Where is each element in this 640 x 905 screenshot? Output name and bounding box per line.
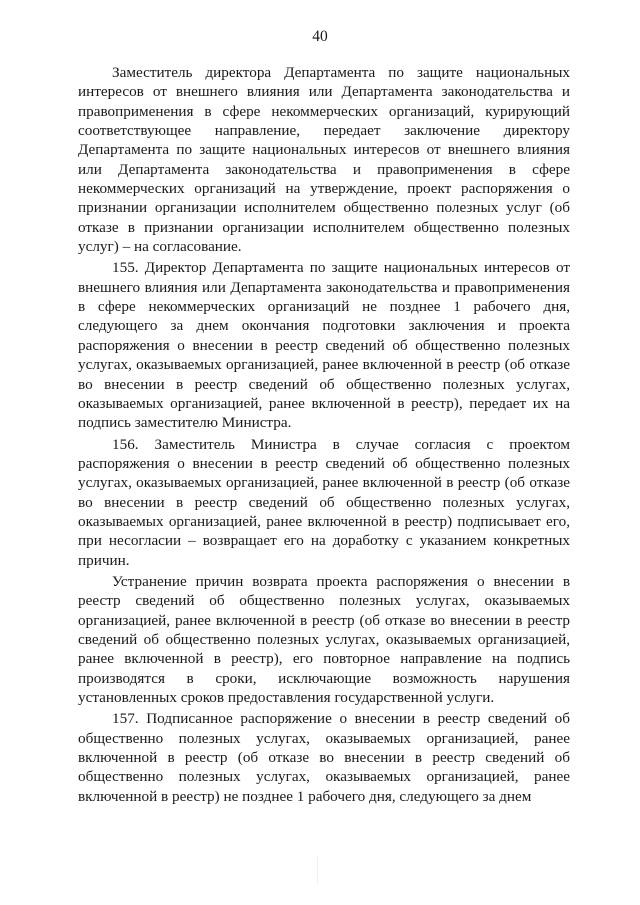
- paragraph-deputy-director: Заместитель директора Департамента по защите национальных интересов от внешнего влияния или Департамента законодательства и правоприменения в сфере некоммерческих организаций, курирующий соответствующее направление, передает заключение директору Департамента по защите национальных интересов от внешнего влияния или Департамента законодательства и правоприменения в сфере некоммерческих организаций на утверждение, проект распоряжения о признании организации исполнителем общественно полезных услуг (об отказе в признании организации исполнителем общественно полезных услуг) – на согласование.: [78, 64, 570, 256]
- document-body: [78, 63, 570, 808]
- page-number: 40: [312, 28, 328, 45]
- paragraph-157: 157. Подписанное распоряжение о внесении в реестр сведений об общественно полезных услугах, оказываемых организацией, ранее включенной в реестр (об отказе во внесении в реестр сведений об общественно полезных услугах, оказываемых организацией, ранее включенной в реестр) не позднее 1 рабочего дня, следующего за днем: [78, 710, 570, 805]
- paragraph-return-elimination: Устранение причин возврата проекта распоряжения о внесении в реестр сведений об общественно полезных услугах, оказываемых организацией, ранее включенной в реестр (об отказе во внесении в реестр сведений об общественно полезных услугах, оказываемых организацией, ранее включенной в реестр), его повторное направление на подпись производятся в сроки, исключающие возможность нарушения установленных сроков предоставления государственной услуги.: [78, 572, 570, 706]
- paragraph-155: 155. Директор Департамента по защите национальных интересов от внешнего влияния или Департамента законодательства и правоприменения в сфере некоммерческих организаций не позднее 1 рабочего дня, следующего за днем окончания подготовки заключения и проекта распоряжения о внесении в реестр сведений об общественно полезных услугах, оказываемых организацией, ранее включенной в реестр (об отказе во внесении в реестр сведений об общественно полезных услугах, оказываемых организацией, ранее включенной в реестр), передает их на подпись заместителю Министра.: [78, 259, 570, 432]
- scan-fold-mark: [317, 855, 318, 885]
- paragraph-156: 156. Заместитель Министра в случае согласия с проектом распоряжения о внесении в реестр сведений об общественно полезных услугах, оказываемых организацией, ранее включенной в реестр (об отказе во внесении в реестр сведений об общественно полезных услугах, оказываемых организацией, ранее включенной в реестр) подписывает его, при несогласии – возвращает его на доработку с указанием конкретных причин.: [78, 435, 570, 569]
